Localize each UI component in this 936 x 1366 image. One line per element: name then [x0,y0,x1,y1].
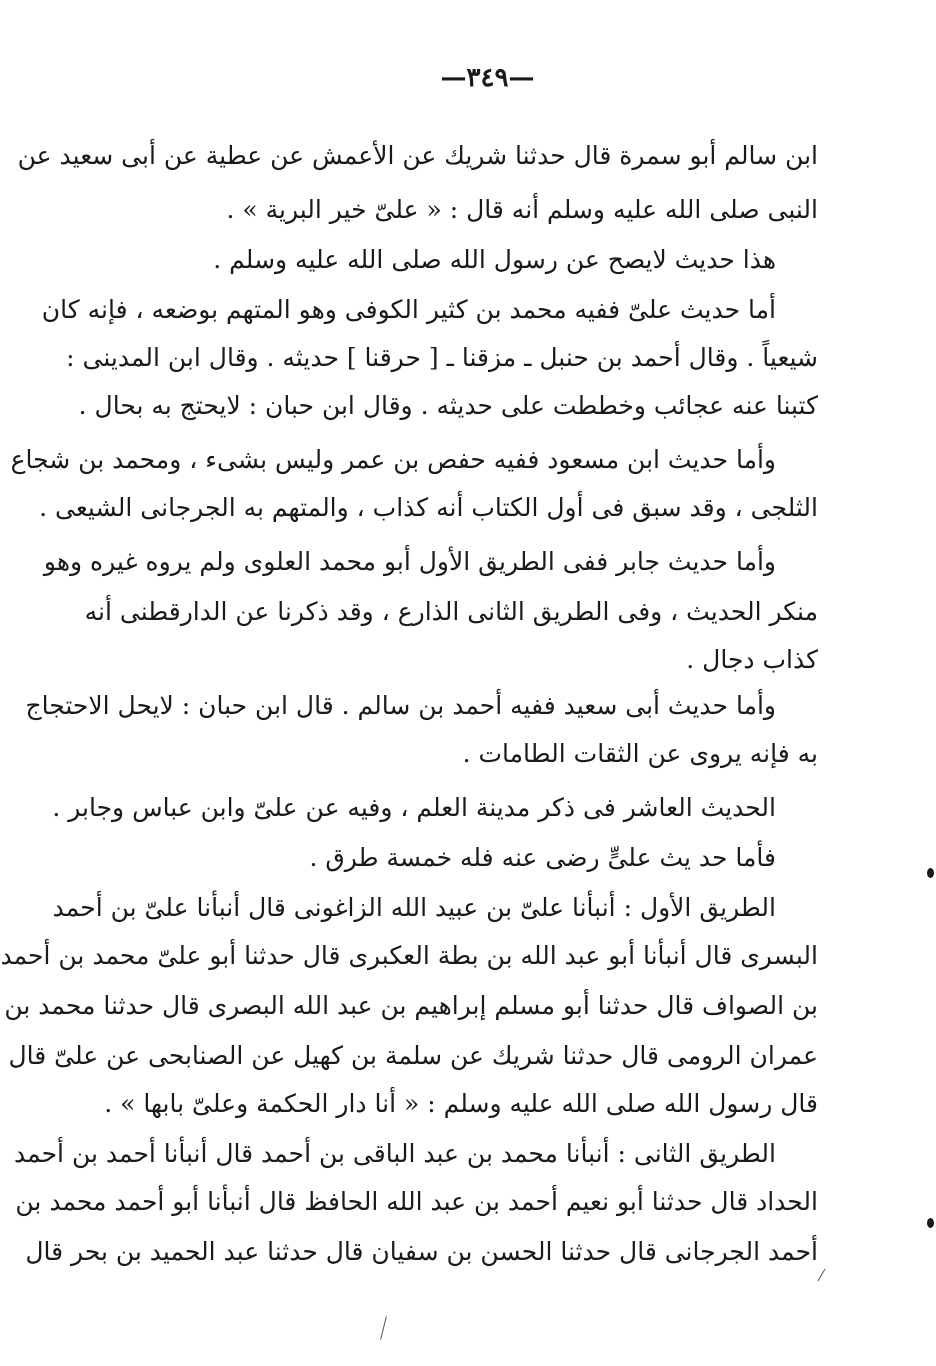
text-line-22: الحداد قال حدثنا أبو نعيم أحمد بن عبد الله الحافظ قال أنبأنا أبو أحمد محمد بن [15,1187,818,1216]
text-line-18: بن الصواف قال حدثنا أبو مسلم إبراهيم بن عبد الله البصرى قال حدثنا محمد بن [4,991,818,1020]
binding-hole-mark [927,1218,934,1228]
text-line-20: قال رسول الله صلى الله عليه وسلم : « أنا دار الحكمة وعلىّ بابها » . [104,1089,818,1118]
text-line-13: به فإنه يروى عن الثقات الطامات . [462,739,818,768]
text-line-8: الثلجى ، وقد سبق فى أول الكتاب أنه كذاب ، والمتهم به الجرجانى الشيعى . [39,493,818,522]
text-line-7: وأما حديث ابن مسعود ففيه حفص بن عمر وليس بشىء ، ومحمد بن شجاع [10,445,776,474]
text-line-2: النبى صلى الله عليه وسلم أنه قال : « علىّ خير البرية » . [226,195,818,224]
binding-hole-mark [927,868,934,878]
text-line-14: الحديث العاشر فى ذكر مدينة العلم ، وفيه عن علىّ وابن عباس وجابر . [52,793,776,822]
text-line-1: ابن سالم أبو سمرة قال حدثنا شريك عن الأعمش عن عطية عن أبى سعيد عن [17,141,818,170]
text-line-3: هذا حديث لايصح عن رسول الله صلى الله عليه وسلم . [213,245,776,274]
text-line-12: وأما حديث أبى سعيد ففيه أحمد بن سالم . قال ابن حبان : لايحل الاحتجاج [25,691,776,720]
text-line-5: شيعياً . وقال أحمد بن حنبل ـ مزقنا ـ [ حرقنا ] حديثه . وقال ابن المدينى : [66,343,818,372]
text-line-21: الطريق الثانى : أنبأنا محمد بن عبد الباقى بن أحمد قال أنبأنا أحمد بن أحمد [14,1139,776,1168]
text-line-4: أما حديث علىّ ففيه محمد بن كثير الكوفى وهو المتهم بوضعه ، فإنه كان [41,295,776,324]
text-line-15: فأما حد يث علىٍّ رضى عنه فله خمسة طرق . [309,843,776,872]
text-line-17: البسرى قال أنبأنا أبو عبد الله بن بطة العكبرى قال حدثنا أبو علىّ محمد بن أحمد [0,941,818,970]
text-line-9: وأما حديث جابر ففى الطريق الأول أبو محمد العلوى ولم يروه غيره وهو [43,547,776,576]
page-number: —٣٤٩— [440,63,535,93]
text-line-11: كذاب دجال . [686,645,818,674]
text-line-23: أحمد الجرجانى قال حدثنا الحسن بن سفيان قال حدثنا عبد الحميد بن بحر قال [25,1237,818,1266]
text-line-19: عمران الرومى قال حدثنا شريك عن سلمة بن كهيل عن الصنابحى عن علىّ قال [8,1041,818,1070]
stray-pen-stroke [818,1269,826,1282]
stray-pen-stroke [380,1316,387,1340]
text-line-6: كتبنا عنه عجائب وخططت على حديثه . وقال ابن حبان : لايحتج به بحال . [78,391,818,420]
text-line-16: الطريق الأول : أنبأنا علىّ بن عبيد الله الزاغونى قال أنبأنا علىّ بن أحمد [52,893,776,922]
text-line-10: منكر الحديث ، وفى الطريق الثانى الذارع ، وقد ذكرنا عن الدارقطنى أنه [84,597,818,626]
